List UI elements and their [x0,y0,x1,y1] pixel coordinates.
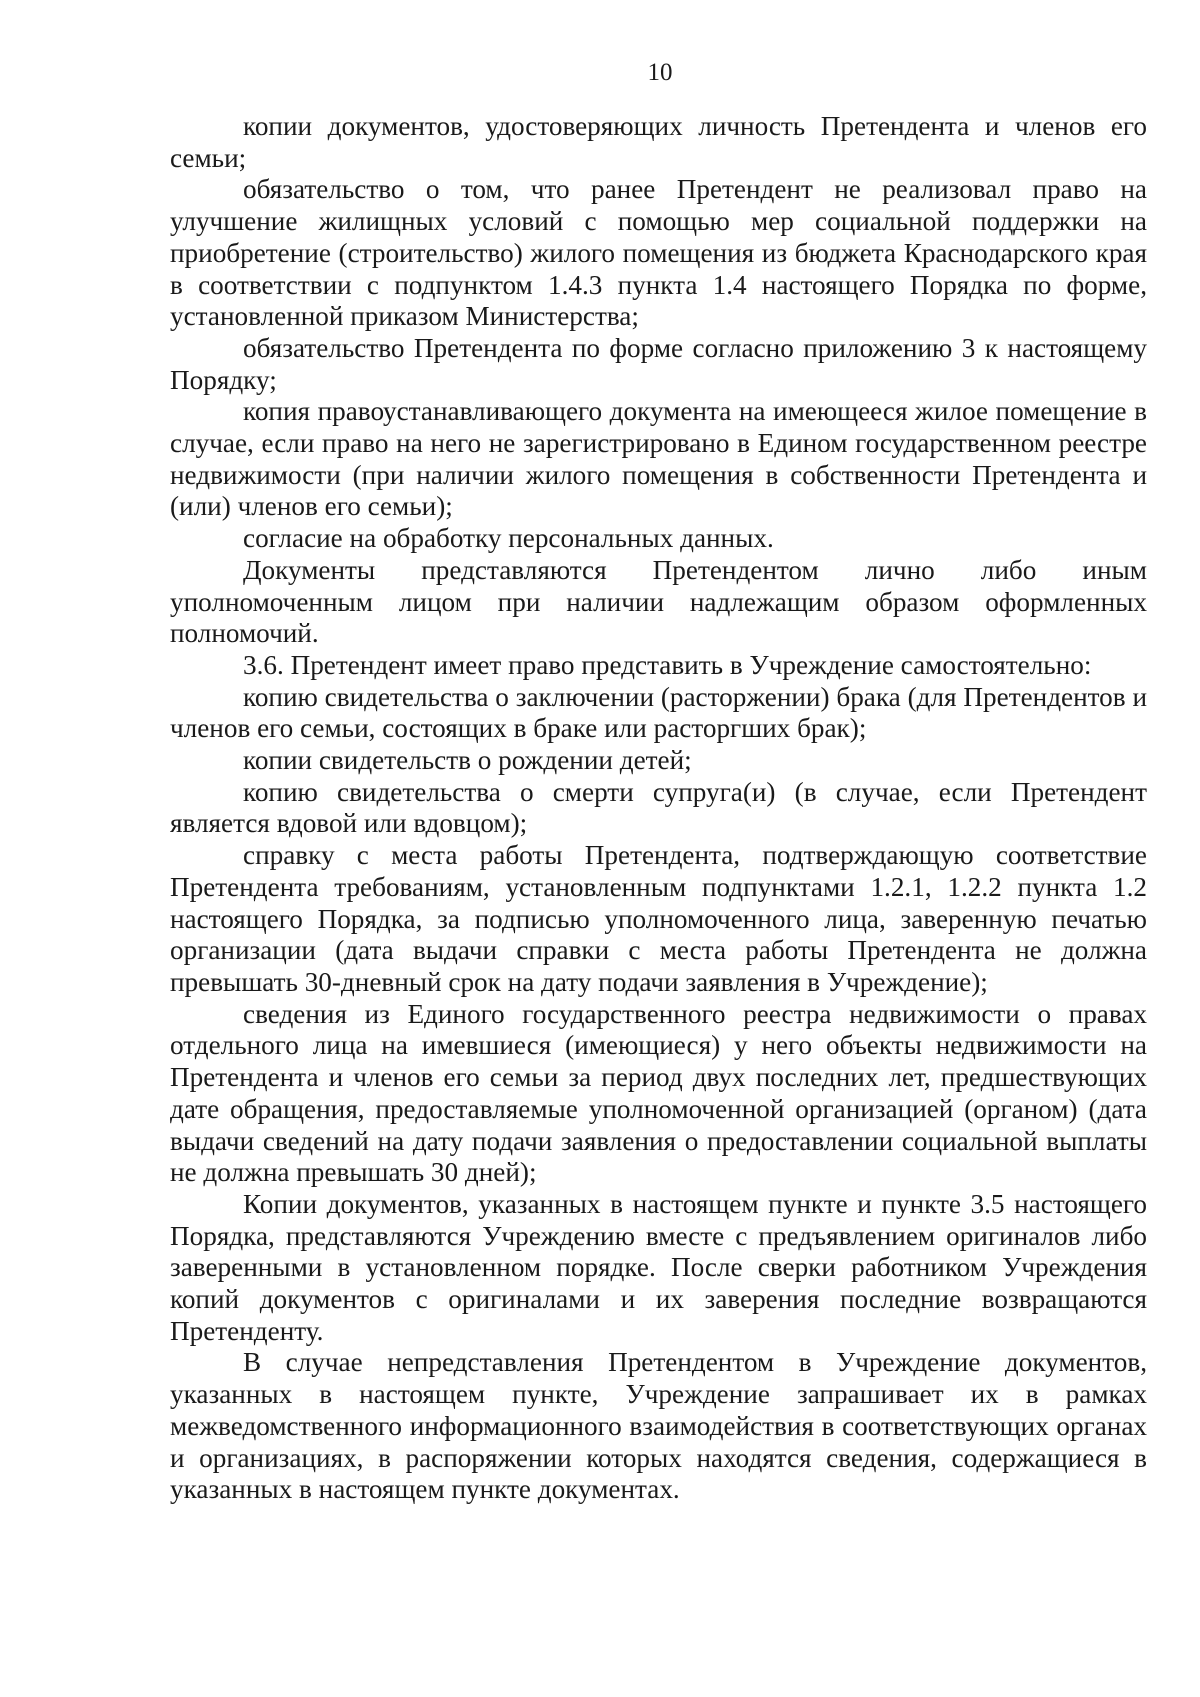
paragraph: Документы представляются Претендентом лично либо иным уполномоченным лицом при наличии надлежащим образом оформленных полномочий. [170,554,1147,649]
document-body [170,111,1147,1506]
paragraph: согласие на обработку персональных данных. [243,523,774,554]
paragraph: В случае непредставления Претендентом в Учреждение документов, указанных в настоящем пункте, Учреждение запрашивает их в рамках межведомственного информационного взаимодействия в соответствующих органах и организациях, в распоряжении которых находятся сведения, содержащиеся в указанных в настоящем пункте документах. [170,1347,1147,1505]
paragraph: обязательство Претендента по форме согласно приложению 3 к настоящему Порядку; [170,332,1147,395]
paragraph: копии свидетельств о рождении детей; [243,745,692,776]
paragraph: сведения из Единого государственного реестра недвижимости о правах отдельного лица на имевшиеся (имеющиеся) у него объекты недвижимости на Претендента и членов его семьи за период двух последних лет, предшествующих дате обращения, предоставляемые уполномоченной организацией (органом) (дата выдачи сведений на дату подачи заявления о предоставлении социальной выплаты не должна превышать 30 дней); [170,998,1147,1188]
paragraph: Копии документов, указанных в настоящем пункте и пункте 3.5 настоящего Порядка, представляются Учреждению вместе с предъявлением оригиналов либо заверенными в установленном порядке. После сверки работником Учреждения копий документов с оригиналами и их заверения последние возвращаются Претенденту. [170,1188,1147,1346]
paragraph: справку с места работы Претендента, подтверждающую соответствие Претендента требованиям, установленным подпунктами 1.2.1, 1.2.2 пункта 1.2 настоящего Порядка, за подписью уполномоченного лица, заверенную печатью организации (дата выдачи справки с места работы Претендента не должна превышать 30-дневный срок на дату подачи заявления в Учреждение); [170,840,1147,997]
paragraph: копия правоустанавливающего документа на имеющееся жилое помещение в случае, если право на него не зарегистрировано в Едином государственном реестре недвижимости (при наличии жилого помещения в собственности Претендента и (или) членов его семьи); [170,396,1147,522]
paragraph: копии документов, удостоверяющих личность Претендента и членов его семьи; [170,111,1147,173]
paragraph: копию свидетельства о заключении (расторжении) брака (для Претендентов и членов его семьи, состоящих в браке или расторгших брак); [170,681,1147,744]
section-heading-paragraph: 3.6. Претендент имеет право представить в Учреждение самостоятельно: [243,649,1092,680]
paragraph: обязательство о том, что ранее Претендент не реализовал право на улучшение жилищных условий с помощью мер социальной поддержки на приобретение (строительство) жилого помещения из бюджета Краснодарского края в соответствии с подпунктом 1.4.3 пункта 1.4 настоящего Порядка по форме, установленной приказом Министерства; [170,174,1147,332]
paragraph: копию свидетельства о смерти супруга(и) (в случае, если Претендент является вдовой или вдовцом); [170,776,1147,839]
page-number: 10 [647,59,673,86]
